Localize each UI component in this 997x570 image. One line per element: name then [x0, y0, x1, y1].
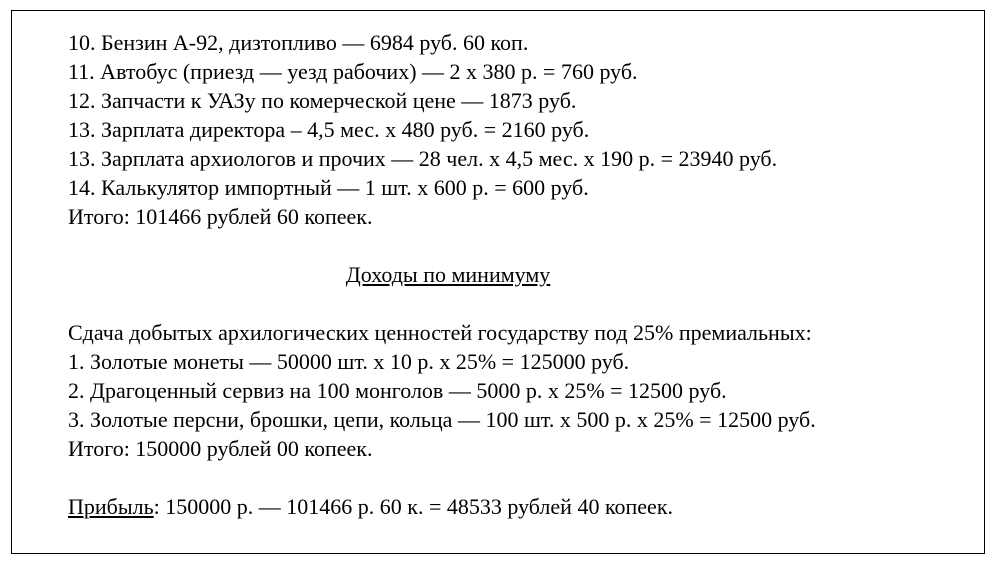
spacer [68, 289, 968, 318]
profit-text: : 150000 р. — 101466 р. 60 к. = 48533 рублей 40 копеек. [153, 494, 674, 519]
income-line: 3. Золотые персни, брошки, цепи, кольца — 100 шт. х 500 р. х 25% = 12500 руб. [68, 407, 816, 432]
profit-line [68, 492, 968, 521]
income-line: 2. Драгоценный сервиз на 100 монголов — 5000 р. х 25% = 12500 руб. [68, 378, 727, 403]
income-heading-text: Доходы по минимуму [345, 262, 551, 287]
document-body [68, 28, 968, 521]
income-total: Итого: 150000 рублей 00 копеек. [68, 436, 373, 461]
expense-line: 14. Калькулятор импортный — 1 шт. х 600 р. = 600 руб. [68, 175, 589, 200]
expenses-total: Итого: 101466 рублей 60 копеек. [68, 204, 373, 229]
expense-line: 11. Автобус (приезд — уезд рабочих) — 2 х 380 р. = 760 руб. [68, 59, 638, 84]
expense-line: 12. Запчасти к УАЗу по комерческой цене — 1873 руб. [68, 88, 577, 113]
expense-line: 13. Зарплата архиологов и прочих — 28 чел. х 4,5 мес. х 190 р. = 23940 руб. [68, 146, 778, 171]
income-intro: Сдача добытых архилогических ценностей государству под 25% премиальных: [68, 320, 812, 345]
income-heading [68, 260, 828, 289]
expense-line: 13. Зарплата директора – 4,5 мес. х 480 руб. = 2160 руб. [68, 117, 590, 142]
spacer [68, 231, 968, 260]
income-line: 1. Золотые монеты — 50000 шт. х 10 р. х 25% = 125000 руб. [68, 349, 630, 374]
spacer [68, 463, 968, 492]
profit-label: Прибыль [68, 494, 154, 519]
expense-line: 10. Бензин А-92, дизтопливо — 6984 руб. 60 коп. [68, 30, 529, 55]
document-frame [11, 10, 985, 554]
